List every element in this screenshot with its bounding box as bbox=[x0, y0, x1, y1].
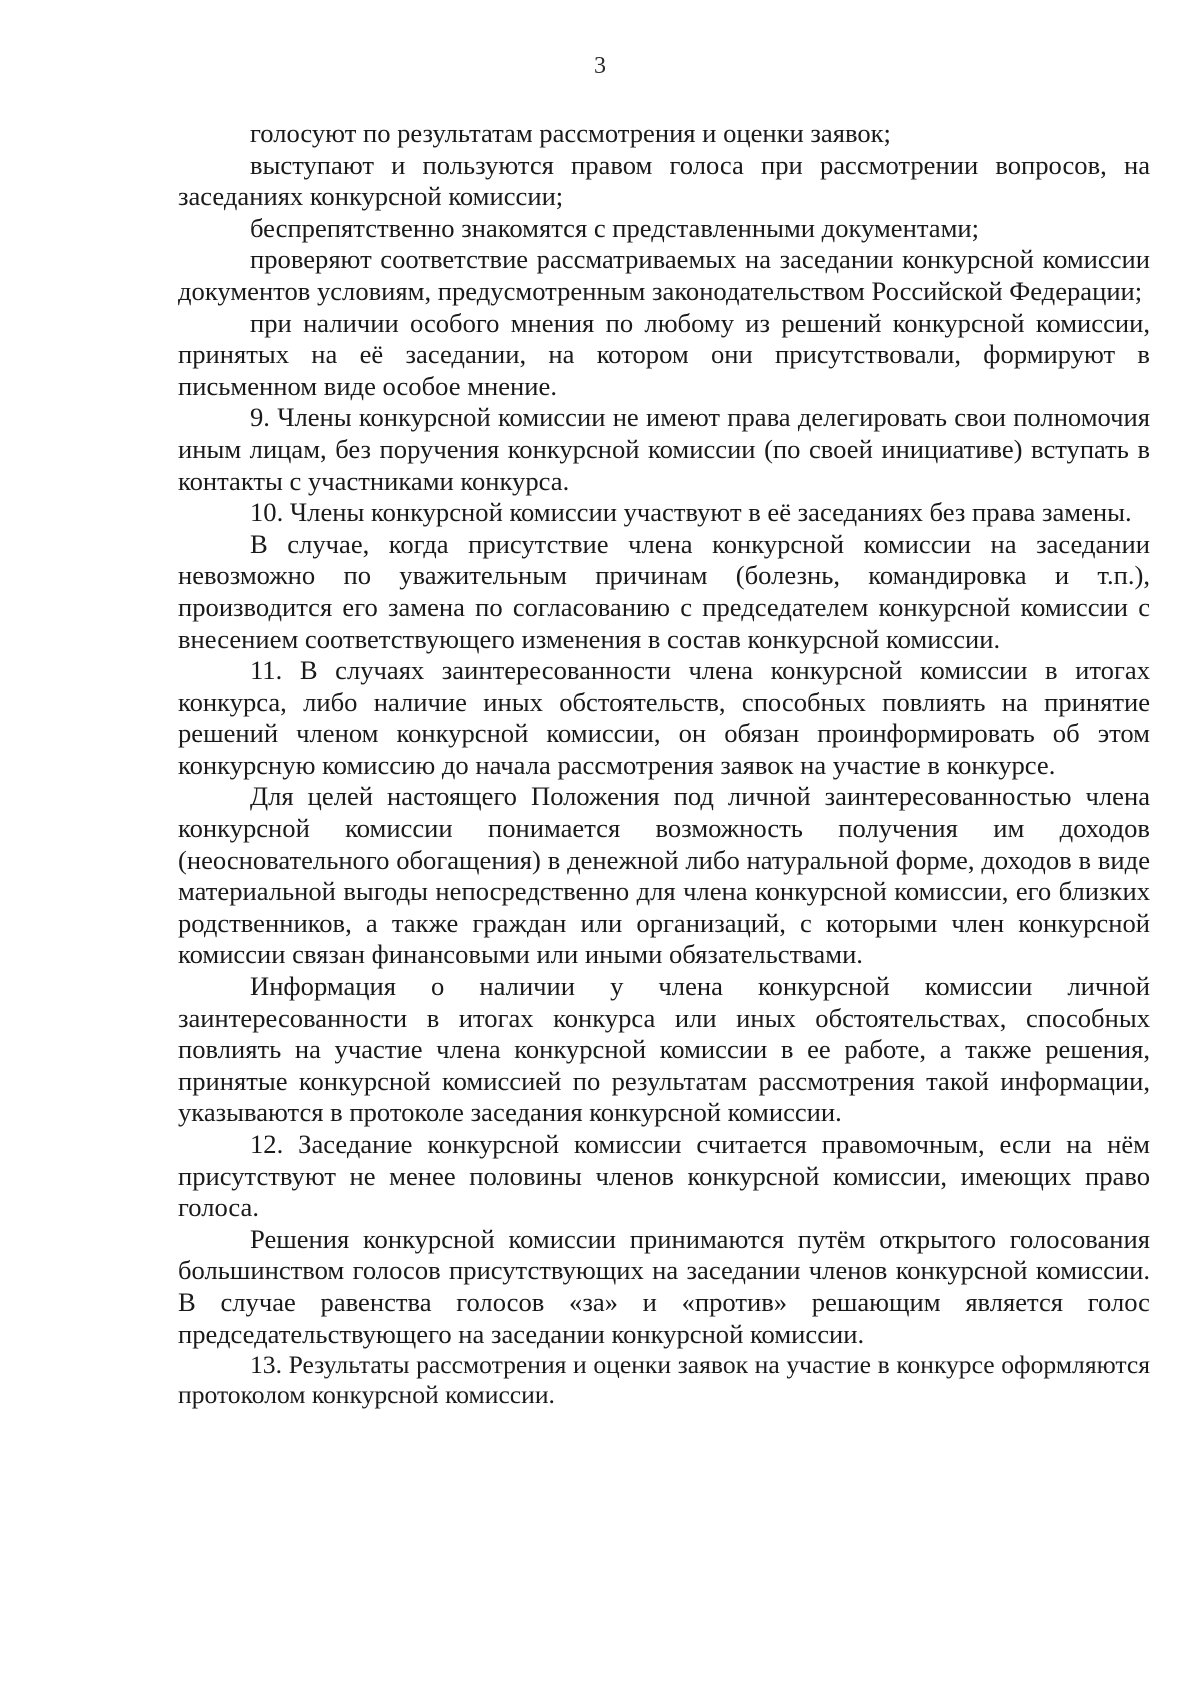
paragraph-item-13: 13. Результаты рассмотрения и оценки заявок на участие в конкурсе оформляются протоколом конкурсной комиссии. bbox=[178, 1350, 1150, 1410]
paragraph-speak: выступают и пользуются правом голоса при рассмотрении вопросов, на заседаниях конкурсной комиссии; bbox=[178, 149, 1150, 212]
paragraph-personal-interest: Для целей настоящего Положения под личной заинтересованностью члена конкурсной комиссии понимается возможность получения им доходов (неосновательного обогащения) в денежной либо натуральной форме, доходов в виде материальной выгоды непосредственно для члена конкурсной комиссии, его близких родственников, а также граждан или организаций, с которыми член конкурсной комиссии связан финансовыми или иными обязательствами. bbox=[178, 781, 1150, 970]
paragraph-review-documents: беспрепятственно знакомятся с представленными документами; bbox=[250, 212, 980, 243]
paragraph-interest-information: Информация о наличии у члена конкурсной комиссии личной заинтересованности в итогах конкурса или иных обстоятельствах, способных повлиять на участие члена конкурсной комиссии в ее работе, а также решения, принятые конкурсной комиссией по результатам рассмотрения такой информации, указываются в протоколе заседания конкурсной комиссии. bbox=[178, 971, 1150, 1128]
paragraph-replacement: В случае, когда присутствие члена конкурсной комиссии на заседании невозможно по уважительным причинам (болезнь, командировка и т.п.), производится его замена по согласованию с председателем конкурсной комиссии с внесением соответствующего изменения в состав конкурсной комиссии. bbox=[178, 528, 1150, 654]
paragraph-item-10: 10. Члены конкурсной комиссии участвуют в её заседаниях без права замены. bbox=[250, 497, 1132, 528]
page-number: 3 bbox=[594, 53, 606, 79]
paragraph-item-9: 9. Члены конкурсной комиссии не имеют права делегировать свои полномочия иным лицам, без поручения конкурсной комиссии (по своей инициативе) вступать в контакты с участниками конкурса. bbox=[178, 402, 1150, 496]
paragraph-check-compliance: проверяют соответствие рассматриваемых на заседании конкурсной комиссии документов условиям, предусмотренным законодательством Российской Федерации; bbox=[178, 244, 1150, 306]
document-body bbox=[178, 118, 1150, 1410]
paragraph-special-opinion: при наличии особого мнения по любому из решений конкурсной комиссии, принятых на её заседании, на котором они присутствовали, формируют в письменном виде особое мнение. bbox=[178, 307, 1150, 401]
paragraph-vote: голосуют по результатам рассмотрения и оценки заявок; bbox=[250, 118, 891, 148]
paragraph-item-11: 11. В случаях заинтересованности члена конкурсной комиссии в итогах конкурса, либо наличие иных обстоятельств, способных повлиять на принятие решений членом конкурсной комиссии, он обязан проинформировать об этом конкурсную комиссию до начала рассмотрения заявок на участие в конкурсе. bbox=[178, 655, 1150, 780]
paragraph-item-12: 12. Заседание конкурсной комиссии считается правомочным, если на нём присутствуют не менее половины членов конкурсной комиссии, имеющих право голоса. bbox=[178, 1129, 1150, 1223]
paragraph-decisions: Решения конкурсной комиссии принимаются путём открытого голосования большинством голосов присутствующих на заседании членов конкурсной комиссии. В случае равенства голосов «за» и «против» решающим является голос председательствующего на заседании конкурсной комиссии. bbox=[178, 1223, 1150, 1349]
